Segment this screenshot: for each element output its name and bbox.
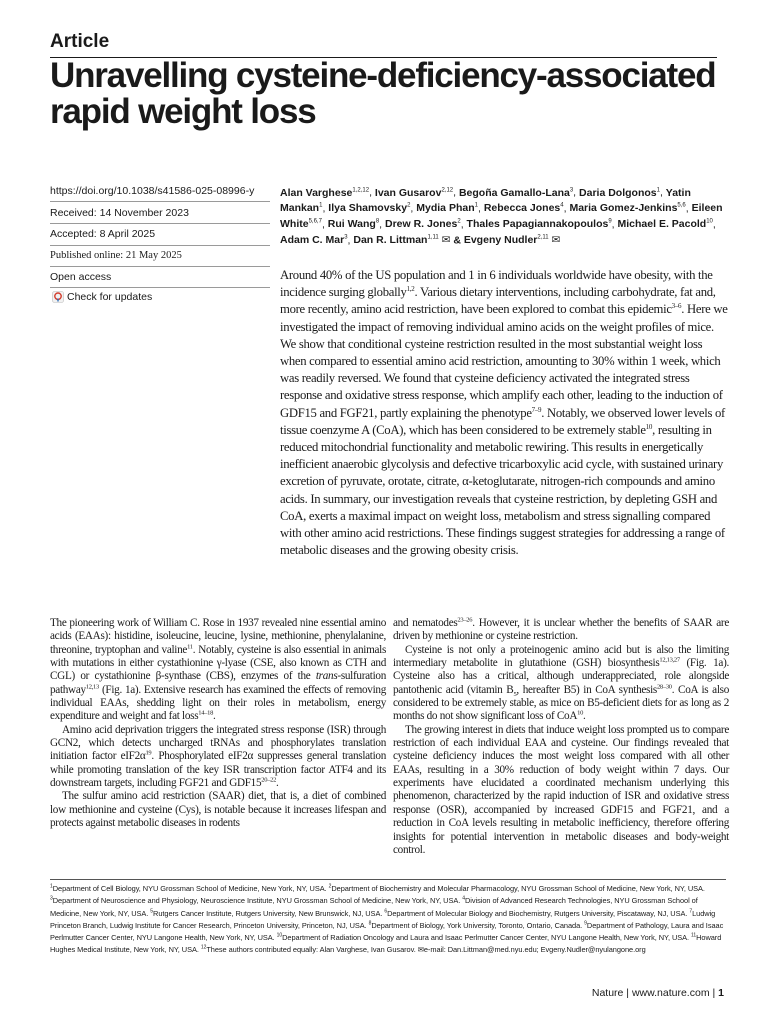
text-run: -sulfuration pathway bbox=[50, 670, 386, 696]
footer-separator: | bbox=[626, 987, 630, 999]
citation-ref: 8 bbox=[368, 920, 372, 927]
citation-ref: 11 bbox=[187, 642, 193, 650]
check-for-updates-icon[interactable] bbox=[52, 291, 64, 303]
author-affiliation: 5,6 bbox=[677, 202, 686, 209]
text-run: Department of Radiation Oncology and Laura and Isaac Perlmutter Cancer Center, NYU Langone Health, New York, NY, USA. bbox=[282, 933, 692, 943]
citation-ref: 10 bbox=[577, 709, 584, 717]
meta-divider bbox=[50, 245, 270, 246]
meta-divider bbox=[50, 201, 270, 202]
citation-ref: 4 bbox=[462, 895, 465, 902]
article-type-label: Article bbox=[50, 31, 110, 52]
text-run: Rutgers Cancer Institute, Rutgers University, New Brunswick, NJ, USA. bbox=[153, 908, 385, 918]
footnote-rule bbox=[50, 879, 726, 880]
text-run: The pioneering work of William C. Rose in 1937 revealed nine essential amino acids (EAAs): histidine, isoleucine, leucine, lysine, methionine, phenylalanine, threonine, tryptophan and valine bbox=[50, 617, 386, 656]
author[interactable] bbox=[328, 218, 379, 230]
text-run: Department of Pathology, Laura and Isaac Perlmutter Cancer Center, NYU Langone Health, New York, NY, USA. bbox=[50, 920, 724, 943]
text-run: The growing interest in diets that induce weight loss prompted us to compare restriction of each individual EAA and cysteine. Our findings revealed that cysteine deficiency induces the most weight loss compared with all other EAAs, resulting in a 30% reduction of body weight within 7 days. Our experiments have elucidated a coordinated mechanism underlying this phenomenon, characterized by the rapid induction of ISR and oxidative stress response (OSR), accompanied by increased GDF15 and FGF21, and a reduction in CoA levels resulting in metabolic inefficiency, therefore offering insights for potential intervention in metabolic diseases and body-weight control. bbox=[393, 723, 729, 856]
check-for-updates-link[interactable]: Check for updates bbox=[67, 291, 153, 303]
abstract bbox=[280, 267, 728, 559]
citation-ref: 5 bbox=[150, 908, 154, 915]
author-name: Rebecca Jones bbox=[483, 202, 561, 215]
citation-ref: 3 bbox=[50, 895, 53, 902]
author[interactable] bbox=[484, 202, 564, 214]
text-run: Howard Hughes Medical Institute, New York, NY, USA. bbox=[50, 933, 722, 955]
citation-ref: 23–26 bbox=[457, 616, 473, 624]
text-run: . However, it is unclear whether the benefits of SAAR are driven by methionine or cysteine restriction. bbox=[393, 617, 729, 643]
author[interactable] bbox=[328, 202, 410, 214]
author-name: Evgeny Nudler bbox=[463, 234, 538, 247]
author-name: Ilya Shamovsky bbox=[328, 202, 408, 215]
author[interactable] bbox=[569, 202, 685, 214]
author-affiliation: 1 bbox=[656, 187, 660, 193]
author[interactable] bbox=[280, 234, 348, 246]
author[interactable] bbox=[375, 187, 453, 199]
citation-ref: 10 bbox=[276, 932, 283, 939]
body-paragraph bbox=[393, 644, 729, 724]
author[interactable] bbox=[353, 234, 450, 246]
text-run: (Fig. 1a). Cysteine also has a critical, although underappreciated, role alongside pantothenic acid (vitamin B bbox=[393, 657, 729, 696]
text-run: . bbox=[583, 710, 586, 723]
footer-separator: | bbox=[712, 987, 716, 999]
body-paragraph bbox=[393, 724, 729, 857]
text-run: . Various dietary interventions, including carbohydrate, fat and, more recently, amino acid restriction, have been explored to combat this epidemic bbox=[280, 285, 716, 317]
text-run: Division of Advanced Research Technologies, NYU Grossman School of Medicine, New York, NY, USA. bbox=[50, 896, 698, 918]
author-name: Mydia Phan bbox=[416, 202, 475, 215]
author[interactable] bbox=[464, 234, 560, 246]
subscript-text: 5 bbox=[513, 690, 517, 698]
citation-ref: 14–18 bbox=[198, 709, 214, 717]
citation-ref: 10 bbox=[645, 422, 653, 431]
doi-link[interactable]: https://doi.org/10.1038/s41586-025-08996-y bbox=[50, 185, 255, 197]
author-name: Maria Gomez-Jenkins bbox=[569, 202, 678, 215]
author-name: Drew R. Jones bbox=[385, 218, 458, 231]
author-name: Alan Varghese bbox=[280, 186, 353, 199]
meta-divider bbox=[50, 223, 270, 224]
author-affiliation: 2 bbox=[407, 202, 411, 209]
author-name: Yatin Mankan bbox=[280, 186, 691, 215]
citation-ref: 11 bbox=[691, 932, 697, 939]
text-run: These authors contributed equally: Alan Varghese, Ivan Gusarov. bbox=[206, 945, 418, 955]
text-run: . bbox=[213, 710, 216, 723]
text-run: Department of Biology, York University, Toronto, Ontario, Canada. bbox=[371, 920, 585, 930]
body-paragraph bbox=[50, 790, 386, 830]
author-affiliation: 2 bbox=[457, 218, 461, 225]
open-access-label: Open access bbox=[50, 271, 112, 283]
citation-ref: 2 bbox=[328, 883, 332, 890]
author[interactable] bbox=[280, 187, 369, 199]
author-affiliation: 3 bbox=[344, 234, 348, 241]
author[interactable] bbox=[416, 202, 478, 214]
citation-ref: 7–9 bbox=[531, 405, 542, 414]
author-name: Begoña Gamallo-Lana bbox=[458, 186, 570, 199]
text-run: . bbox=[276, 777, 279, 790]
author-name: Daria Dolgonos bbox=[579, 186, 657, 199]
text-run: . Notably, cysteine is also essential in animals with mutations in either cystathionine γ-lyase (CSE, also known as CTH and CGL) or cystathionine β-synthase (CBS), enzymes of the bbox=[50, 643, 387, 683]
text-run: . Notably, we observed lower levels of tissue coenzyme A (CoA), which has been considered to be extremely stable bbox=[280, 405, 725, 437]
citation-ref: 1,2 bbox=[406, 284, 415, 293]
citation-ref: 20–22 bbox=[261, 776, 277, 784]
citation-ref: 12 bbox=[200, 945, 207, 952]
author[interactable] bbox=[579, 187, 660, 199]
text-run: and nematodes bbox=[393, 617, 458, 629]
email-icon: ✉ bbox=[417, 945, 424, 955]
page-footer bbox=[592, 987, 724, 999]
text-run: . Here we investigated the impact of removing individual amino acids on the weight profiles of mice. We show that conditional cysteine restriction resulted in the most substantial weight loss when compared to essential amino acid restriction, amounting to 30% within 1 week, which was readily reversed. We found that cysteine deficiency activated the integrated stress response and oxidative stress response, which amplify each other, leading to the induction of GDF15 and FGF21, partly explaining the phenotype bbox=[280, 302, 728, 420]
text-run: Department of Neuroscience and Physiology, Neuroscience Institute, NYU Grossman School of Medicine, New York, NY, USA. bbox=[52, 896, 463, 906]
author-affiliation: 1,11 bbox=[427, 234, 439, 241]
author-name: Michael E. Pacold bbox=[617, 218, 707, 231]
author-name: Dan R. Littman bbox=[353, 234, 428, 247]
text-run: Cysteine is not only a proteinogenic amino acid but is also the limiting intermediary metabolite in glutathione (GSH) biosynthesis bbox=[393, 643, 729, 670]
citation-ref: 12,13,27 bbox=[659, 656, 680, 664]
email-icon[interactable]: ✉ bbox=[438, 234, 451, 247]
text-run: (Fig. 1a). Extensive research has examined the effects of removing individual EAAs, shedding light on their roles in metabolism, energy expenditure and weight and fat loss bbox=[50, 683, 386, 723]
body-paragraph bbox=[50, 617, 386, 724]
author-affiliation: 5,6,7 bbox=[308, 218, 322, 225]
body-column-right bbox=[393, 617, 729, 857]
author[interactable] bbox=[467, 218, 612, 230]
email-icon[interactable]: ✉ bbox=[548, 234, 561, 247]
text-run: Amino acid deprivation triggers the integrated stress response (ISR) through GCN2, which detects uncharged tRNAs and phosphorylates translation initiation factor eIF2α bbox=[50, 723, 386, 763]
body-column-left bbox=[50, 617, 386, 831]
text-run: . Phosphorylated eIF2α suppresses general translation while promoting translation of the key ISR transcription factor ATF4 and its downstream targets, including FGF21 and GDF15 bbox=[50, 750, 387, 790]
journal-site-link[interactable]: www.nature.com bbox=[631, 987, 710, 999]
citation-ref: 9 bbox=[584, 920, 587, 927]
author-name: Thales Papagiannakopoulos bbox=[466, 218, 609, 231]
page-number: 1 bbox=[718, 987, 724, 999]
affiliations-footnote bbox=[50, 883, 726, 957]
text-run: The sulfur amino acid restriction (SAAR) diet, that is, a diet of combined low methionine and cysteine (Cys), is notable because it increases lifespan and protects against metabolic diseases in rodents bbox=[50, 790, 386, 830]
author-name: Eileen White bbox=[280, 202, 723, 231]
citation-ref: 28–30 bbox=[656, 682, 672, 690]
page-title: Unravelling cysteine-deficiency-associated rapid weight loss bbox=[50, 56, 716, 131]
author-affiliation: 1 bbox=[474, 202, 478, 209]
text-run: , hereafter B5) in CoA synthesis bbox=[516, 683, 657, 696]
citation-ref: 3–6 bbox=[671, 302, 682, 311]
author-name: Adam C. Mar bbox=[280, 234, 345, 247]
published-date: Published online: 21 May 2025 bbox=[50, 250, 182, 261]
body-paragraph bbox=[50, 724, 386, 791]
author-affiliation: 10 bbox=[706, 218, 713, 225]
author-affiliation: 4 bbox=[560, 202, 564, 209]
author[interactable] bbox=[459, 187, 573, 199]
author-affiliation: 1,2,12 bbox=[352, 187, 370, 193]
text-run: Department of Molecular Biology and Biochemistry, Rutgers University, Piscataway, NJ, USA. bbox=[387, 908, 690, 918]
text-run: . CoA is also considered to be extremely stable, as mice on B5-deficient diets for as long as 2 months do not show significant loss of CoA bbox=[393, 683, 729, 723]
citation-ref: 6 bbox=[384, 908, 388, 915]
author-affiliation: 2,11 bbox=[537, 234, 549, 241]
text-run: e-mail: Dan.Littman@med.nyu.edu; Evgeny.Nudler@nyulangone.org bbox=[423, 945, 646, 955]
author-affiliation: 9 bbox=[608, 218, 612, 225]
author[interactable] bbox=[618, 218, 713, 230]
author-affiliation: 8 bbox=[375, 218, 380, 225]
author-list: Alan Varghese$^{1,2,12}$, Ivan Gusarov$^{2,12}$, Begoña Gamallo-Lana$^3$, Daria Dolgonos$^1$, Yatin Mankan$^1$, Ilya Shamovsky$^2$, Mydia Phan$^1$, Rebecca Jones$^4$, Maria Gomez-Jenkins$^{5,6}$, Eileen White$^{5,6,7}$, Rui Wang$^8$, Drew R. Jones$^2$, Thales Papagiannakopoulos$^9$, Michael E. Pacold$^{10}$, Adam C. Mar$^3$, Dan R. Littman$^{1,11}$ ✉ & Evgeny Nudler$^{2,11}$ ✉ bbox=[280, 186, 723, 247]
author[interactable] bbox=[385, 218, 461, 230]
citation-ref: 1 bbox=[50, 883, 53, 890]
author-affiliation: 1 bbox=[319, 202, 323, 209]
citation-ref: 12,13 bbox=[85, 682, 99, 690]
text-run: Department of Cell Biology, NYU Grossman School of Medicine, New York, NY, USA. bbox=[52, 884, 329, 893]
text-run: Ludwig Princeton Branch, Ludwig Institute for Cancer Research, Princeton University, Princeton, NJ, USA. bbox=[50, 908, 716, 930]
author-name: Rui Wang bbox=[327, 218, 376, 231]
received-date: Received: 14 November 2023 bbox=[50, 207, 189, 219]
citation-ref: 7 bbox=[689, 908, 693, 915]
italic-text: trans bbox=[315, 670, 338, 683]
meta-divider bbox=[50, 266, 270, 267]
accepted-date: Accepted: 8 April 2025 bbox=[50, 228, 156, 240]
text-run: Department of Biochemistry and Molecular Pharmacology, NYU Grossman School of Medicine, New York, NY, USA. bbox=[331, 884, 705, 893]
body-paragraph bbox=[393, 617, 729, 644]
citation-ref: 19 bbox=[145, 749, 152, 757]
text-run: , resulting in reduced mitochondrial functionality and metabolic rewiring. This results in energetically inefficient anaerobic glycolysis and defective tricarboxylic acid cycle, with sustained urinary excretion of pyruvate, orotate, citrate, α-ketoglutarate, nitrogen-rich compounds and amino acids. In summary, our investigation reveals that cysteine restriction, by depleting GSH and CoA, exerts a maximal impact on weight loss, metabolism and stress signalling compared with other amino acid restrictions. These findings suggest strategies for addressing a range of metabolic diseases and the growing obesity crisis. bbox=[280, 422, 725, 558]
author-affiliation: 2,12 bbox=[441, 187, 454, 193]
text-run: Around 40% of the US population and 1 in 6 individuals worldwide have obesity, with the incidence surging globally bbox=[280, 268, 713, 300]
author-name: Ivan Gusarov bbox=[374, 186, 442, 199]
journal-name: Nature bbox=[591, 987, 624, 999]
author-affiliation: 3 bbox=[569, 187, 574, 193]
meta-divider bbox=[50, 287, 270, 288]
